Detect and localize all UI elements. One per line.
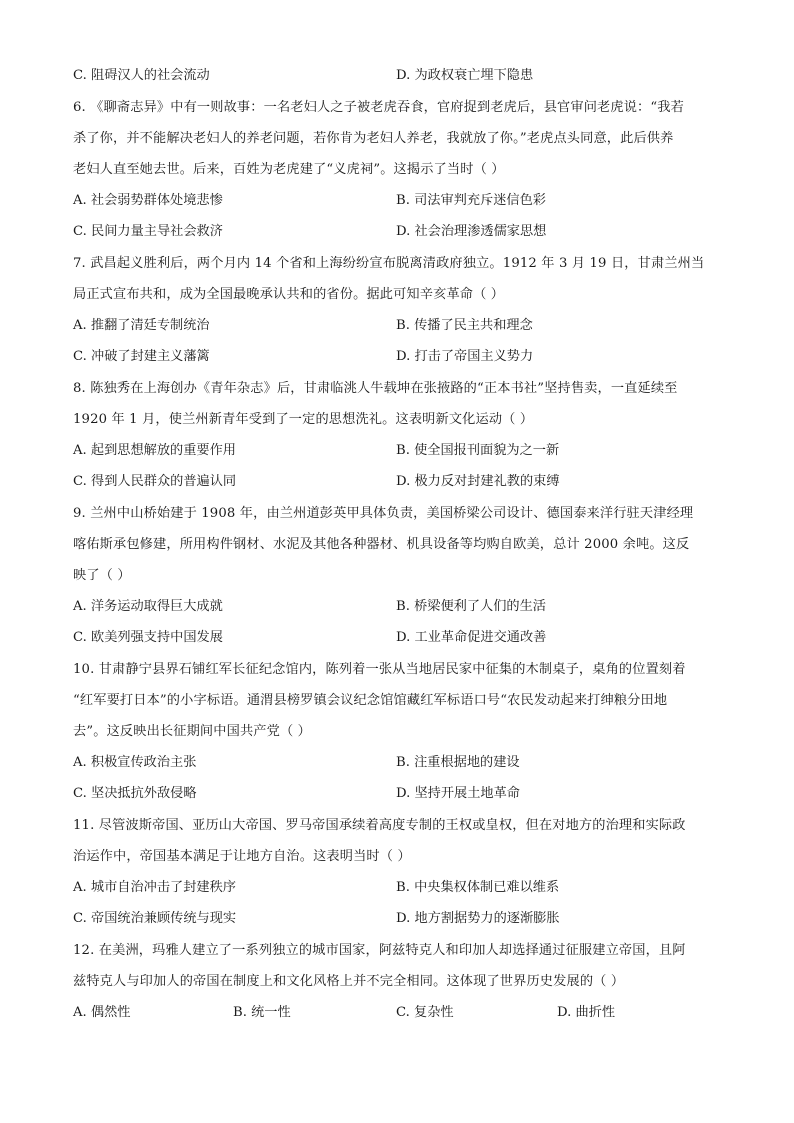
q8-option-a: A. 起到思想解放的重要作用 <box>73 443 236 458</box>
q12-option-b: B. 统一性 <box>233 1005 291 1020</box>
q10-stem-line-2: “红军要打日本”的小字标语。通渭县榜罗镇会议纪念馆馆藏红军标语口号“农民发动起来打绅粮分田地 <box>73 693 668 708</box>
q6-option-c: C. 民间力量主导社会救济 <box>73 224 223 239</box>
q6-stem-line-3: 老妇人直至她去世。后来，百姓为老虎建了“义虎祠”。这揭示了当时（ ） <box>73 162 505 177</box>
q10-stem-line-1: 10. 甘肃静宁县界石铺红军长征纪念馆内，陈列着一张从当地居民家中征集的木制桌子，桌角的位置刻着 <box>73 662 686 677</box>
q12-option-c: C. 复杂性 <box>396 1005 454 1020</box>
q7-stem-line-2: 局正式宣布共和，成为全国最晚承认共和的省份。据此可知辛亥革命（ ） <box>73 287 505 302</box>
q7-stem-line-1: 7. 武昌起义胜利后，两个月内 14 个省和上海纷纷宣布脱离清政府独立。1912 年 3 月 19 日，甘肃兰州当 <box>73 256 705 271</box>
q12-stem-line-2: 兹特克人与印加人的帝国在制度上和文化风格上并不完全相同。这体现了世界历史发展的（ ） <box>73 974 625 989</box>
q9-stem-line-3: 映了（ ） <box>73 568 131 583</box>
q8-option-b: B. 使全国报刊面貌为之一新 <box>396 443 560 458</box>
q5-option-d: D. 为政权衰亡埋下隐患 <box>396 68 534 83</box>
q6-stem-line-2: 杀了你，并不能解决老妇人的养老问题，若你肯为老妇人养老，我就放了你。”老虎点头同意，此后供养 <box>73 131 674 146</box>
q10-option-a: A. 积极宣传政治主张 <box>73 755 197 770</box>
q11-option-d: D. 地方割据势力的逐渐膨胀 <box>396 911 560 926</box>
q7-option-b: B. 传播了民主共和理念 <box>396 318 533 333</box>
q6-stem-line-1: 6. 《聊斋志异》中有一则故事：一名老妇人之子被老虎吞食，官府捉到老虎后，县官审问老虎说：“我若 <box>73 100 684 115</box>
q11-stem-line-2: 治运作中，帝国基本满足于让地方自治。这表明当时（ ） <box>73 849 411 864</box>
q7-option-a: A. 推翻了清廷专制统治 <box>73 318 210 333</box>
q7-option-c: C. 冲破了封建主义藩篱 <box>73 349 210 364</box>
q10-option-d: D. 坚持开展土地革命 <box>396 786 520 801</box>
q9-option-d: D. 工业革命促进交通改善 <box>396 630 547 645</box>
q9-option-a: A. 洋务运动取得巨大成就 <box>73 599 223 614</box>
q11-option-c: C. 帝国统治兼顾传统与现实 <box>73 911 237 926</box>
q5-option-c: C. 阻碍汉人的社会流动 <box>73 68 210 83</box>
q9-stem-line-2: 喀佑斯承包修建，所用构件钢材、水泥及其他各种器材、机具设备等均购自欧美，总计 2000 余吨。这反 <box>73 537 690 552</box>
q9-option-c: C. 欧美列强支持中国发展 <box>73 630 223 645</box>
q10-stem-line-3: 去”。这反映出长征期间中国共产党（ ） <box>73 724 311 739</box>
q11-option-a: A. 城市自治冲击了封建秩序 <box>73 880 236 895</box>
q12-stem-line-1: 12. 在美洲，玛雅人建立了一系列独立的城市国家，阿兹特克人和印加人却选择通过征服建立帝国，且阿 <box>73 943 686 958</box>
q8-option-d: D. 极力反对封建礼教的束缚 <box>396 474 560 489</box>
q8-stem-line-1: 8. 陈独秀在上海创办《青年杂志》后，甘肃临洮人牛载坤在张掖路的“正本书社”坚持售卖，一直延续至 <box>73 381 678 396</box>
q10-option-c: C. 坚决抵抗外敌侵略 <box>73 786 197 801</box>
q9-stem-line-1: 9. 兰州中山桥始建于 1908 年，由兰州道彭英甲具体负责，美国桥梁公司设计、德国泰来洋行驻天津经理 <box>73 506 694 521</box>
q7-option-d: D. 打击了帝国主义势力 <box>396 349 534 364</box>
q12-option-d: D. 曲折性 <box>557 1005 616 1020</box>
q6-option-a: A. 社会弱势群体处境悲惨 <box>73 193 223 208</box>
q8-stem-line-2: 1920 年 1 月，使兰州新青年受到了一定的思想洗礼。这表明新文化运动（ ） <box>73 412 534 427</box>
q8-option-c: C. 得到人民群众的普遍认同 <box>73 474 237 489</box>
q12-option-a: A. 偶然性 <box>73 1005 131 1020</box>
q11-stem-line-1: 11. 尽管波斯帝国、亚历山大帝国、罗马帝国承续着高度专制的王权或皇权，但在对地方的治理和实际政 <box>73 818 686 833</box>
q6-option-b: B. 司法审判充斥迷信色彩 <box>396 193 546 208</box>
q11-option-b: B. 中央集权体制已难以维系 <box>396 880 560 895</box>
q10-option-b: B. 注重根据地的建设 <box>396 755 520 770</box>
q9-option-b: B. 桥梁便利了人们的生活 <box>396 599 546 614</box>
q6-option-d: D. 社会治理渗透儒家思想 <box>396 224 547 239</box>
